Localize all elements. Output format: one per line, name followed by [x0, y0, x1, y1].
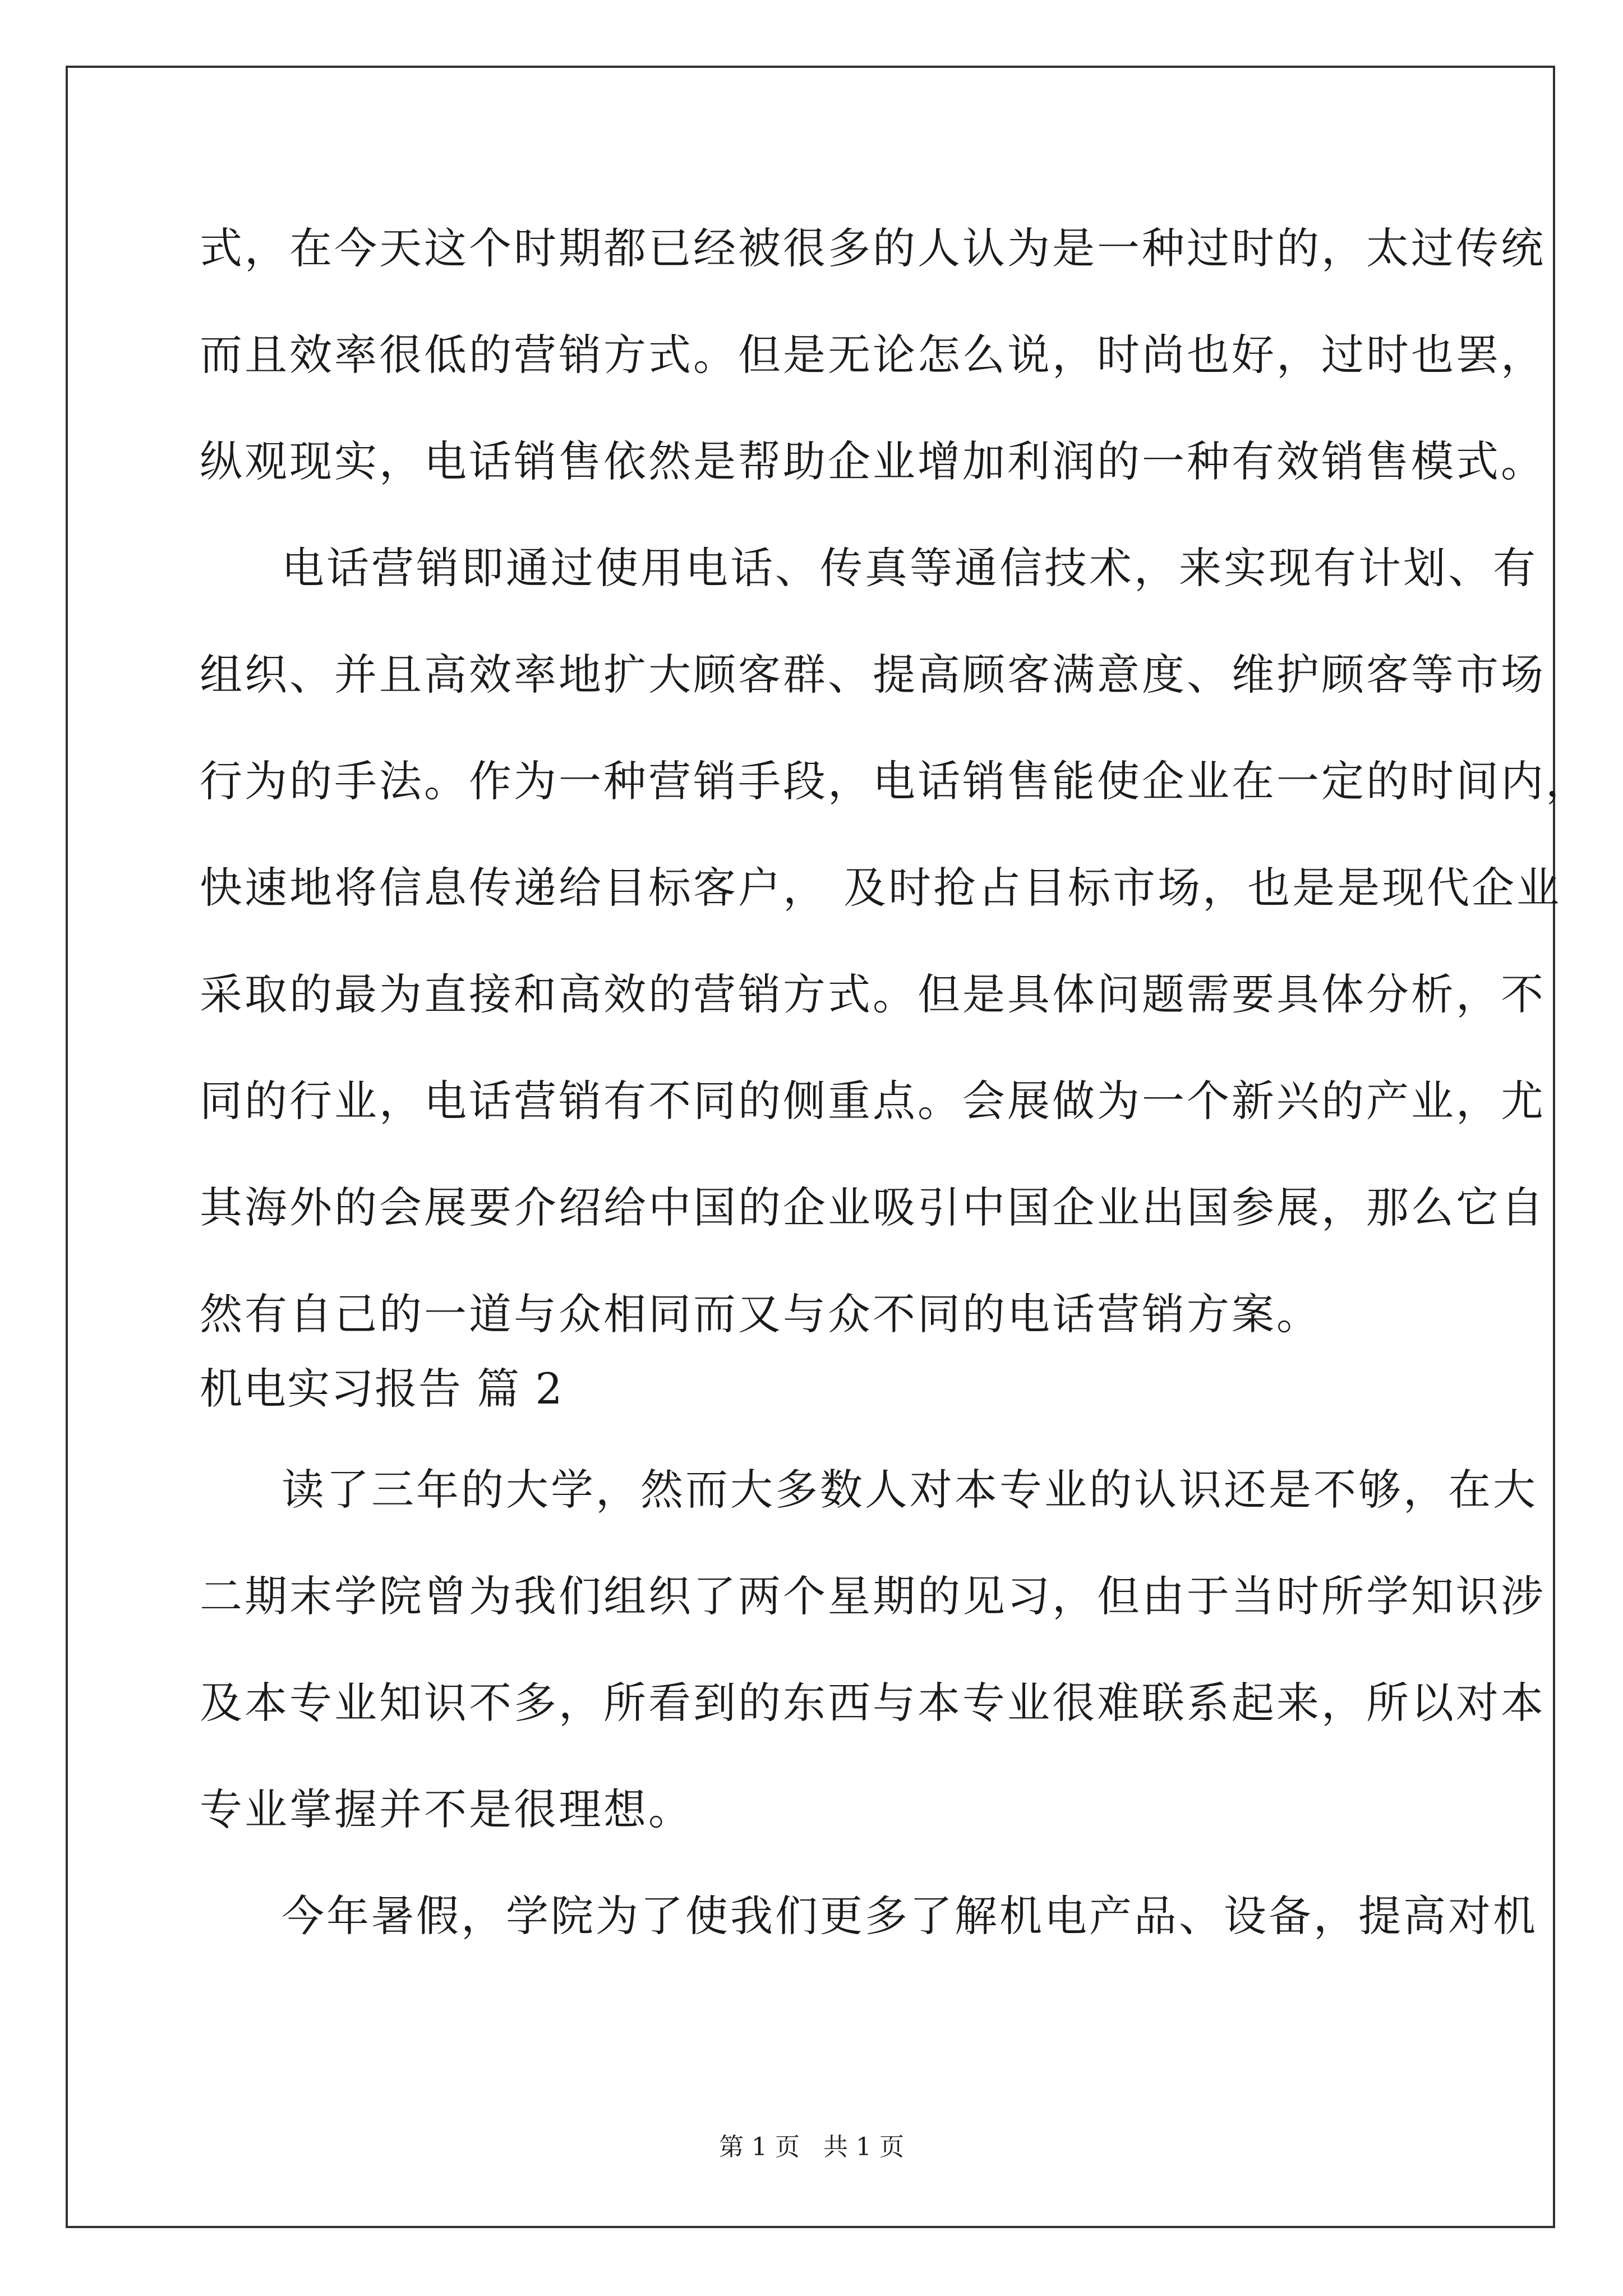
- body-line: 采取的最为直接和高效的营销方式。但是具体问题需要具体分析，不: [200, 969, 1546, 1019]
- body-line: 行为的手法。作为一种营销手段，电话销售能使企业在一定的时间内，: [200, 756, 1590, 806]
- paragraph-first-line: 读了三年的大学，然而大多数人对本专业的认识还是不够，在大: [282, 1465, 1538, 1515]
- body-line: 而且效率很低的营销方式。但是无论怎么说，时尚也好，过时也罢，: [200, 330, 1546, 380]
- body-line: 及本专业知识不多，所看到的东西与本专业很难联系起来，所以对本: [200, 1678, 1546, 1728]
- body-line: 纵观现实，电话销售依然是帮助企业增加利润的一种有效销售模式。: [200, 436, 1546, 486]
- body-line: 二期末学院曾为我们组织了两个星期的见习，但由于当时所学知识涉: [200, 1571, 1546, 1621]
- body-line: 快速地将信息传递给目标客户， 及时抢占目标市场，也是是现代企业: [200, 863, 1562, 913]
- body-line: 专业掌握并不是很理想。: [200, 1784, 693, 1834]
- paragraph-first-line: 今年暑假，学院为了使我们更多了解机电产品、设备，提高对机: [282, 1891, 1538, 1941]
- body-line: 式，在今天这个时期都已经被很多的人认为是一种过时的，太过传统: [200, 223, 1546, 273]
- body-line: 同的行业，电话营销有不同的侧重点。会展做为一个新兴的产业，尤: [200, 1076, 1546, 1126]
- body-line: 组织、并且高效率地扩大顾客群、提高顾客满意度、维护顾客等市场: [200, 650, 1546, 700]
- section-heading: 机电实习报告 篇 2: [200, 1364, 564, 1414]
- page-footer: 第 1 页 共 1 页: [719, 2133, 904, 2161]
- paragraph-first-line: 电话营销即通过使用电话、传真等通信技术，来实现有计划、有: [282, 543, 1538, 593]
- body-line: 然有自己的一道与众相同而又与众不同的电话营销方案。: [200, 1289, 1321, 1339]
- body-line: 其海外的会展要介绍给中国的企业吸引中国企业出国参展，那么它自: [200, 1182, 1546, 1232]
